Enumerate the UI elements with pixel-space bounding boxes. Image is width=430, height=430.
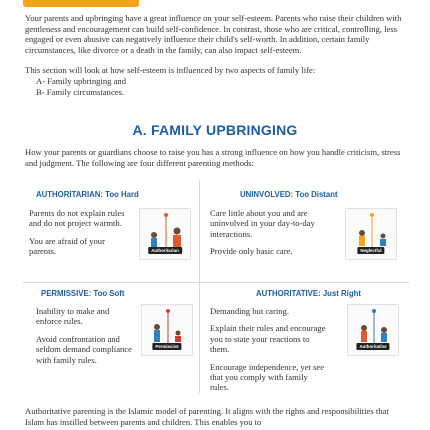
style-label: Neglectful (357, 247, 384, 254)
section-lead: How your parents or guardians choose to raise you has a strong influence on how you handle criticism, stress and judgment. The following are four different parenting methods: (25, 147, 401, 168)
style-point: Provide only basic care. (210, 246, 293, 257)
list-item: B- Family circumstances. (36, 86, 125, 97)
style-description (210, 306, 328, 400)
parenting-styles-grid (23, 180, 409, 393)
style-heading: PERMISSIVE: Too Soft (41, 289, 125, 298)
style-description (29, 208, 129, 264)
authoritarian-illustration (139, 208, 191, 260)
intro-list (36, 76, 405, 97)
authoritative-illustration (347, 304, 399, 356)
style-point: Encourage independence, yet see that you comply with family rules. (210, 361, 325, 393)
style-point: You are afraid of your parents. (29, 235, 105, 257)
top-accent-bar (23, 0, 139, 7)
permissive-illustration (141, 304, 193, 356)
style-description (210, 208, 328, 264)
style-point: Explain their rules and encourage you to state your reactions to them. (210, 323, 326, 355)
style-authoritarian (23, 180, 199, 282)
intro-text (25, 13, 405, 97)
style-point: Care little about you and are uninvolved in your day-to-day interactions. (210, 208, 315, 239)
style-heading: AUTHORITATIVE: Just Right (256, 289, 361, 298)
style-heading: AUTHORITARIAN: Too Hard (36, 190, 139, 199)
style-point: Parents do not explain rules and do not project warmth. (29, 208, 125, 229)
intro-list-lead: This section will look at how self-esteem is influenced by two aspects of family life: (25, 65, 316, 76)
section-title: A. FAMILY UPBRINGING (132, 122, 298, 138)
style-authoritative (200, 283, 409, 393)
neglectful-illustration (345, 208, 397, 260)
style-point: Inability to make and enforce rules. (36, 306, 110, 327)
list-item: A- Family upbringing and (36, 75, 126, 86)
style-permissive (23, 283, 199, 393)
intro-paragraph: Your parents and upbringing have a great influence on your self-esteem. Parents who raise their children with gentleness and encouragement can build self-confidence. In contrast, those who are critical, controlling, less engaged or even abusive can negatively influence their child's self-worth. In addition, certain family circumstances, like divorce or a death in the family, can also impact self-esteem. (25, 13, 402, 55)
style-uninvolved (200, 180, 409, 282)
style-point: Demanding but caring. (210, 306, 289, 316)
style-label: Authoritative (356, 343, 389, 350)
style-label: Authoritarian (148, 247, 182, 254)
style-label: Permissive (152, 343, 181, 350)
closing-paragraph: Authoritative parenting is the Islamic model of parenting. It aligns with the rights and responsibilities that Islam has instilled between parents and children. This enables you to (25, 406, 389, 427)
style-heading: UNINVOLVED: Too Distant (240, 190, 338, 199)
style-point: Avoid confrontation and seldom demand compliance with family rules. (36, 333, 132, 365)
style-description (36, 306, 132, 372)
